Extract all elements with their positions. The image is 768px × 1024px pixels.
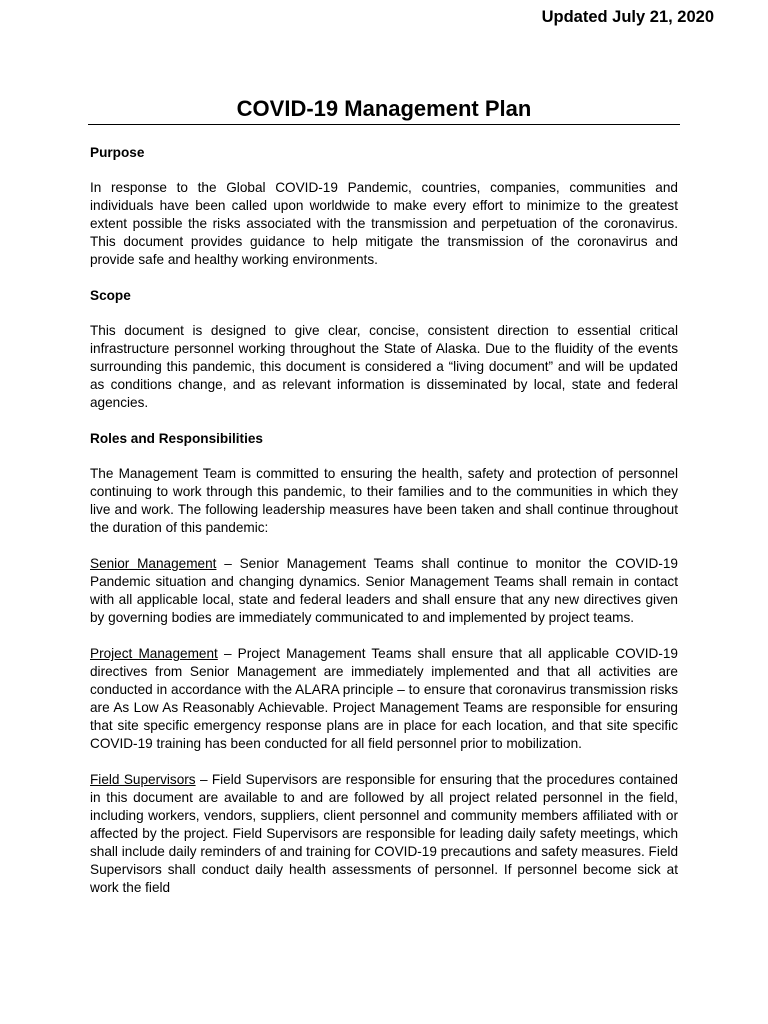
roles-intro-paragraph: The Management Team is committed to ensuring the health, safety and protection of personnel continuing to work through this pandemic, to their families and to the communities in which they live and work. The following leadership measures have been taken and shall continue throughout the duration of this pandemic: xyxy=(90,466,678,535)
senior-management-label: Senior Management xyxy=(90,556,217,571)
document-title: COVID-19 Management Plan xyxy=(236,96,532,121)
field-supervisors-label: Field Supervisors xyxy=(90,772,196,787)
purpose-heading: Purpose xyxy=(90,145,145,160)
updated-date: Updated July 21, 2020 xyxy=(541,8,714,26)
senior-management-text: – Senior Management Teams shall continue to monitor the COVID-19 Pandemic situation and changing dynamics. Senior Management Teams shall remain in contact with all applicable local, state and federal leaders and shall ensure that any new directives given by governing bodies are immediately communicated to and implemented by project teams. xyxy=(90,556,678,625)
project-management-label: Project Management xyxy=(90,646,218,661)
project-management-paragraph xyxy=(90,645,678,753)
title-underline-divider xyxy=(88,124,680,125)
senior-management-paragraph xyxy=(90,555,678,627)
purpose-paragraph: In response to the Global COVID-19 Pandemic, countries, companies, communities and individuals have been called upon worldwide to make every effort to minimize to the greatest extent possible the risks associated with the transmission and perpetuation of the coronavirus. This document provides guidance to help mitigate the transmission of the coronavirus and provide safe and healthy working environments. xyxy=(90,180,678,267)
field-supervisors-text: – Field Supervisors are responsible for ensuring that the procedures contained in this document are available to and are followed by all project related personnel in the field, including workers, vendors, suppliers, client personnel and community members affiliated with or affected by the project. Field Supervisors are responsible for leading daily safety meetings, which shall include daily reminders of and training for COVID-19 precautions and safety measures. Field Supervisors shall conduct daily health assessments of personnel. If personnel become sick at work the field xyxy=(90,772,678,895)
document-body xyxy=(90,144,678,915)
field-supervisors-paragraph xyxy=(90,771,678,897)
scope-heading: Scope xyxy=(90,288,131,303)
project-management-text: – Project Management Teams shall ensure that all applicable COVID-19 directives from Senior Management are immediately implemented and that all activities are conducted in accordance with the ALARA principle – to ensure that coronavirus transmission risks are As Low As Reasonably Achievable. Project Management Teams are responsible for ensuring that site specific emergency response plans are in place for each location, and that site specific COVID-19 training has been conducted for all field personnel prior to mobilization. xyxy=(90,646,678,751)
scope-paragraph: This document is designed to give clear, concise, consistent direction to essential critical infrastructure personnel working throughout the State of Alaska. Due to the fluidity of the events surrounding this pandemic, this document is considered a “living document” and will be updated as conditions change, and as relevant information is disseminated by local, state and federal agencies. xyxy=(90,323,678,410)
roles-heading: Roles and Responsibilities xyxy=(90,431,263,446)
